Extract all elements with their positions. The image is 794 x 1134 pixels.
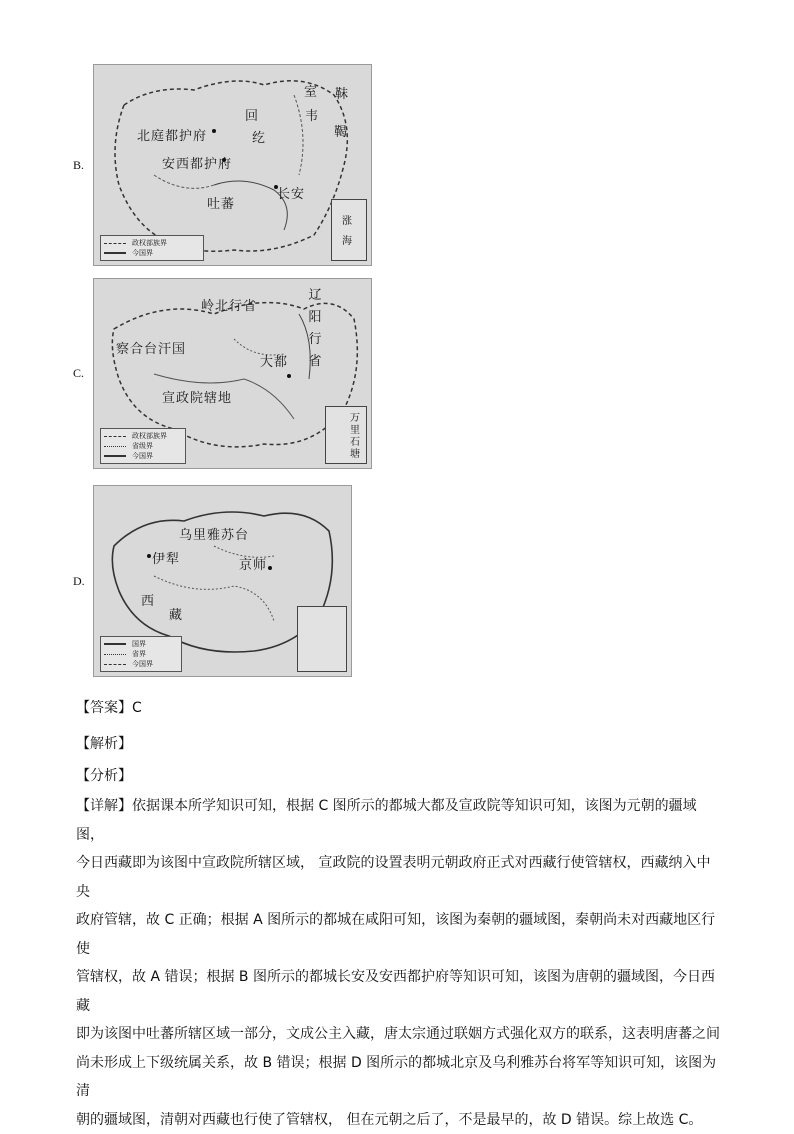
map-d-inset (297, 606, 347, 672)
answer-tag: 【答案】 (76, 700, 132, 716)
answer-value: C (132, 700, 142, 716)
map-c-legend: 政权部族界 省级界 今国界 (100, 428, 186, 464)
detail-line: 政府管辖，故 C 正确；根据 A 图所示的都城在咸阳可知，该图为秦朝的疆域图，秦朝尚未对西藏地区行使 (76, 906, 724, 963)
map-b-label-beiting: 北庭都护府 (137, 125, 207, 144)
detail-tag: 【详解】 (76, 798, 132, 814)
map-b-label-mo: 靺 (335, 83, 349, 102)
detail-line: 【详解】依据课本所学知识可知，根据 C 图所示的都城大都及宣政院等知识可知，该图为元朝的疆域图， (76, 792, 724, 849)
map-d-label-jingshi: 京师 (239, 554, 267, 573)
map-b-label-he: 纥 (252, 127, 266, 146)
map-c-label-lingbei: 岭北行省 (201, 295, 257, 314)
map-d-legend: 国界 省界 今国界 (100, 636, 182, 672)
option-letter-d: D. (73, 574, 85, 589)
option-letter-c: C. (73, 366, 84, 381)
detail-line: 朝的疆域图，清朝对西藏也行使了管辖权， 但在元朝之后了，不是最早的，故 D 错误。综上故选 C。 (76, 1106, 724, 1134)
analysis-tag: 【解析】 (76, 733, 132, 753)
detail-line: 今日西藏即为该图中宣政院所辖区域， 宣政院的设置表明元朝政府正式对西藏行使管辖权，西藏纳入中央 (76, 849, 724, 906)
map-b-label-tubo: 吐蕃 (207, 193, 235, 212)
map-option-d (93, 485, 352, 677)
map-b-inset: 涨 海 (331, 199, 367, 261)
map-b-label-changan: 长安 (277, 183, 305, 202)
map-b-label-he2: 鞨 (334, 121, 348, 140)
map-d-label-yili: 伊犁 (152, 548, 180, 567)
detail-line: 即为该图中吐蕃所辖区域一部分，文成公主入藏，唐太宗通过联姻方式强化双方的联系，这表明唐蕃之间 (76, 1020, 724, 1049)
map-b-label-shi: 室 (304, 81, 318, 100)
detail-block (76, 792, 724, 1134)
map-c-label-liaoyang: 辽 阳 行 省 (308, 285, 322, 373)
map-d-label-uliastai: 乌里雅苏台 (179, 524, 249, 543)
map-option-c (93, 278, 372, 469)
fenxi-tag: 【分析】 (76, 765, 132, 785)
map-b-label-wei: 韦 (305, 105, 319, 124)
map-b-label-hui: 回 (245, 105, 259, 124)
map-d-label-zang: 藏 (169, 604, 183, 623)
map-b-label-anxi: 安西都护府 (162, 153, 232, 172)
answer-line (76, 697, 142, 717)
map-c-label-dadu: 大都 (260, 351, 288, 370)
map-b-legend: 政权部族界 今国界 (100, 235, 204, 261)
option-letter-b: B. (73, 158, 84, 173)
detail-line: 尚未形成上下级统属关系，故 B 错误；根据 D 图所示的都城北京及乌利雅苏台将军等知识可知，该图为清 (76, 1049, 724, 1106)
map-option-b (93, 64, 372, 266)
detail-line: 管辖权，故 A 错误；根据 B 图所示的都城长安及安西都护府等知识可知，该图为唐朝的疆域图，今日西藏 (76, 963, 724, 1020)
map-d-label-xi: 西 (141, 590, 155, 609)
map-c-label-xuanzhengyuan: 宣政院辖地 (162, 387, 232, 406)
map-c-inset: 万 里 石 塘 (325, 406, 367, 464)
map-c-label-chagatai: 察合台汗国 (116, 341, 216, 358)
